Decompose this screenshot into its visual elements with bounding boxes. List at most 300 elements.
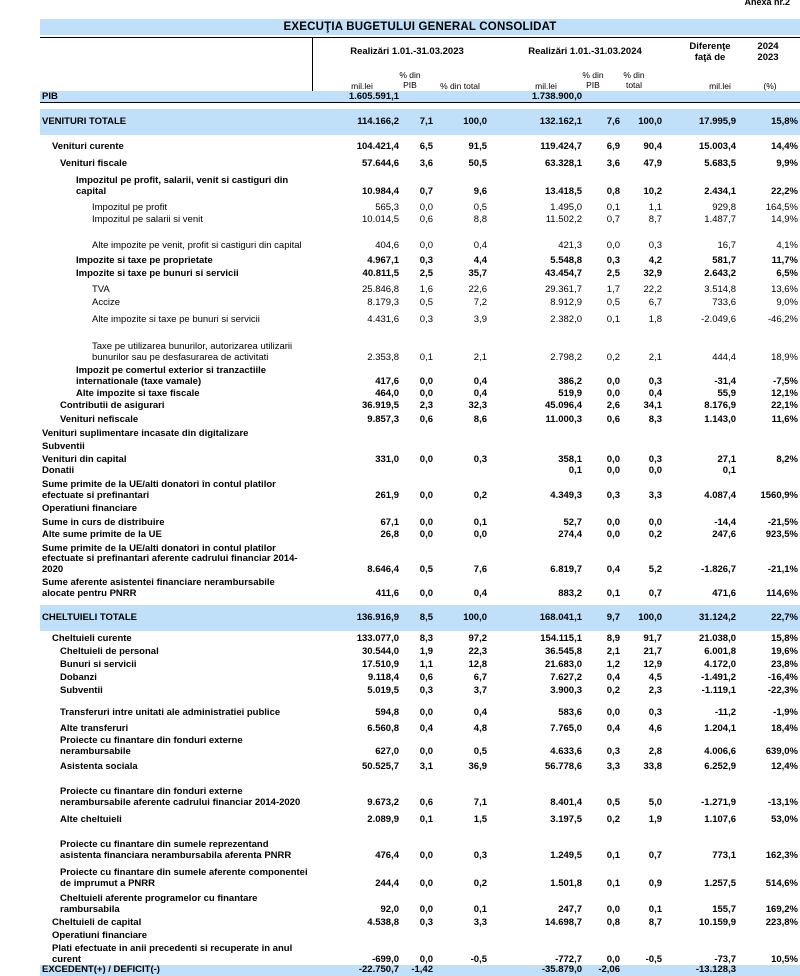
cell-pct-pib-2024 <box>584 91 622 103</box>
sub-mil-2023: mil.lei <box>351 81 373 91</box>
cell-ratio: -13,1% <box>767 796 798 808</box>
cell-pct-pib-2023: 0,0 <box>419 375 433 387</box>
row-label: Cheltuieli de capital <box>52 916 142 928</box>
cell-pct-total-2023: 0,4 <box>473 387 487 399</box>
table-row <box>40 91 800 103</box>
cell-val-2024: 168.041,1 <box>489 605 584 631</box>
cell-val-2023: 25.846,8 <box>362 283 399 295</box>
cell-pct-total-2023: 12,8 <box>468 658 487 670</box>
cell-pct-pib-2023: 3,6 <box>419 157 433 169</box>
cell-ratio: -46,2% <box>767 313 798 325</box>
cell-pct-pib-2023: 0,0 <box>419 239 433 251</box>
cell-val-2024: 154.115,1 <box>540 632 582 644</box>
cell-diff: 5.683,5 <box>704 157 736 169</box>
cell-val-2023: 4.431,6 <box>367 313 399 325</box>
row-label: Plati efectuate in anii precedenti si recuperate in anul curent <box>52 943 293 965</box>
cell-diff: 15.003,4 <box>699 140 736 152</box>
cell-val-2023: 9.118,4 <box>367 671 399 683</box>
row-label: Cheltuieli curente <box>52 632 132 644</box>
cell-diff: 0,1 <box>722 464 736 476</box>
cell-diff: -1.826,7 <box>701 563 736 575</box>
cell-pct-pib-2024: 0,0 <box>606 387 620 399</box>
cell-diff: 1.487,7 <box>704 213 736 225</box>
table-row <box>40 399 800 411</box>
cell-val-2023: 476,4 <box>375 849 399 861</box>
cell-val-2024: 519,9 <box>558 387 582 399</box>
cell-pct-pib-2023: 1,6 <box>419 283 433 295</box>
cell-val-2023: 133.077,0 <box>356 632 399 644</box>
cell-ratio <box>738 439 800 452</box>
cell-pct-total-2023 <box>435 965 489 976</box>
cell-ratio: 8,2% <box>776 453 798 465</box>
row-label: Taxe pe utilizarea bunurilor, autorizarea utilizarii bunurilor sau pe desfasurarea de activitati <box>92 341 293 363</box>
cell-pct-total-2023: 0,4 <box>473 375 487 387</box>
cell-diff <box>664 425 738 439</box>
cell-diff: -13.128,3 <box>664 965 738 976</box>
cell-val-2023: 67,1 <box>380 516 399 528</box>
cell-val-2023: 17.510,9 <box>362 658 399 670</box>
cell-val-2024: 7.765,0 <box>550 722 582 734</box>
cell-pct-total-2024: 0,3 <box>648 453 662 465</box>
cell-pct-pib-2023 <box>401 425 435 439</box>
table-row <box>40 251 800 266</box>
cell-pct-total-2023: 97,2 <box>468 632 487 644</box>
cell-pct-pib-2024: 0,6 <box>606 413 620 425</box>
cell-pct-pib-2024: 0,0 <box>606 464 620 476</box>
cell-pct-pib-2023: 8,5 <box>401 605 435 631</box>
cell-diff: 21.038,0 <box>699 632 736 644</box>
cell-pct-total-2024 <box>622 965 664 976</box>
cell-pct-total-2024: 0,7 <box>648 587 662 599</box>
cell-val-2024: 43.454,7 <box>545 267 582 279</box>
cell-pct-pib-2023: 0,0 <box>419 453 433 465</box>
cell-pct-pib-2024: 0,5 <box>606 296 620 308</box>
table-row <box>40 411 800 425</box>
cell-val-2023: 331,0 <box>375 453 399 465</box>
cell-pct-pib-2024: 1,2 <box>606 658 620 670</box>
table-row <box>40 861 800 889</box>
row-label: PIB <box>40 91 312 103</box>
cell-pct-pib-2023: 0,0 <box>419 903 433 915</box>
cell-pct-pib-2024: 6,9 <box>606 140 620 152</box>
cell-diff <box>664 91 738 103</box>
cell-val-2024: 132.162,1 <box>489 109 584 135</box>
cell-pct-pib-2023: 1,9 <box>419 645 433 657</box>
cell-pct-pib-2024: 0,4 <box>606 671 620 683</box>
cell-pct-total-2023: 32,3 <box>468 399 487 411</box>
cell-val-2024: 14.698,7 <box>545 916 582 928</box>
cell-pct-total-2023: 3,3 <box>473 916 487 928</box>
cell-val-2023: 8.646,4 <box>367 563 399 575</box>
table-row <box>40 670 800 683</box>
cell-val-2023: 92,0 <box>380 903 399 915</box>
cell-val-2024: 1.501,8 <box>550 877 582 889</box>
row-label: Transferuri intre unitati ale administratiei publice <box>60 706 281 718</box>
cell-pct-pib-2023: 0,3 <box>419 916 433 928</box>
cell-pct-pib-2024 <box>584 501 622 514</box>
header-ratio-line2: 2023 <box>757 52 779 63</box>
header-period-2024: Realizări 1.01.-31.03.2024 <box>528 46 642 57</box>
cell-ratio: 11,6% <box>771 413 798 425</box>
cell-val-2023: 40.811,5 <box>362 267 399 279</box>
header-diff-line2: faţă de <box>694 52 726 63</box>
table-row <box>40 308 800 325</box>
table-row <box>40 387 800 399</box>
cell-val-2023 <box>312 439 401 452</box>
cell-pct-total-2024: 1,1 <box>648 201 662 213</box>
cell-pct-pib-2023: 0,3 <box>419 684 433 696</box>
cell-val-2024: 4.349,3 <box>550 489 582 501</box>
cell-val-2023: 2.089,9 <box>367 813 399 825</box>
cell-pct-total-2024 <box>622 439 664 452</box>
table-row <box>40 363 800 387</box>
row-label: CHELTUIELI TOTALE <box>40 605 312 631</box>
cell-pct-pib-2023 <box>401 91 435 103</box>
cell-val-2023: 30.544,0 <box>362 645 399 657</box>
cell-val-2023: 594,8 <box>375 706 399 718</box>
table-row <box>40 325 800 363</box>
cell-pct-pib-2024: 2,1 <box>606 645 620 657</box>
cell-pct-total-2024: 10,2 <box>643 185 662 197</box>
cell-pct-total-2024: 47,9 <box>643 157 662 169</box>
cell-pct-total-2024 <box>622 928 664 941</box>
cell-pct-total-2024: 32,9 <box>643 267 662 279</box>
cell-pct-pib-2024: 0,8 <box>606 185 620 197</box>
cell-diff: -2.049,6 <box>701 313 736 325</box>
cell-pct-pib-2024: 0,0 <box>606 903 620 915</box>
cell-pct-pib-2023: 0,0 <box>419 587 433 599</box>
cell-pct-pib-2023: 0,3 <box>419 313 433 325</box>
cell-val-2023: 114.166,2 <box>312 109 401 135</box>
cell-pct-total-2023: 0,1 <box>473 903 487 915</box>
cell-val-2023: 6.560,8 <box>367 722 399 734</box>
cell-val-2023: 404,6 <box>375 239 399 251</box>
header-ratio <box>740 41 796 63</box>
cell-pct-total-2024: 2,8 <box>648 745 662 757</box>
sub-pct-total-2024-line2: total <box>625 80 643 90</box>
cell-val-2023: 9.857,3 <box>367 413 399 425</box>
cell-pct-total-2024: 0,3 <box>648 239 662 251</box>
table-row <box>40 928 800 941</box>
cell-val-2024: -772,7 <box>555 953 582 965</box>
cell-diff: 2.434,1 <box>704 185 736 197</box>
cell-val-2024: 583,6 <box>558 706 582 718</box>
cell-pct-pib-2023: 2,5 <box>419 267 433 279</box>
cell-val-2023: 10.014,5 <box>362 213 399 225</box>
cell-diff: 6.001,8 <box>704 645 736 657</box>
cell-pct-total-2024: 8,7 <box>648 213 662 225</box>
cell-pct-pib-2024: 0,2 <box>606 684 620 696</box>
cell-diff: 471,6 <box>712 587 736 599</box>
cell-pct-pib-2023 <box>401 465 435 476</box>
cell-diff: 773,1 <box>712 849 736 861</box>
row-label: Sume primite de la UE/alti donatori în contul platilor efectuate si prefinantari <box>42 479 276 501</box>
table-row <box>40 295 800 308</box>
cell-pct-total-2024: 100,0 <box>622 109 664 135</box>
cell-pct-pib-2023: 1,1 <box>419 658 433 670</box>
cell-val-2023: 1.605.591,1 <box>312 91 401 103</box>
cell-ratio: 1560,9% <box>760 489 798 501</box>
row-label: Asistenta sociala <box>60 760 138 772</box>
row-label: Operatiuni financiare <box>42 502 138 514</box>
cell-ratio <box>738 501 800 514</box>
row-label: Venituri curente <box>52 140 124 152</box>
cell-diff: 733,6 <box>712 296 736 308</box>
page-title: EXECUŢIA BUGETULUI GENERAL CONSOLIDAT <box>40 19 800 35</box>
table-row <box>40 808 800 825</box>
cell-pct-total-2024: 34,1 <box>643 399 662 411</box>
cell-pct-total-2024: -0,5 <box>645 953 662 965</box>
annex-label: Anexa nr.2 <box>744 0 790 7</box>
cell-val-2023 <box>312 425 401 439</box>
sub-pct-total-2024-line1: % din <box>623 70 645 80</box>
row-label: Venituri din capital <box>42 453 127 465</box>
cell-ratio: 23,8% <box>771 658 798 670</box>
cell-ratio: 11,7% <box>771 254 798 266</box>
cell-val-2024: 11.502,2 <box>545 213 582 225</box>
cell-pct-pib-2024: 0,3 <box>606 489 620 501</box>
cell-val-2024: 52,7 <box>563 516 582 528</box>
cell-pct-pib-2024: 0,5 <box>606 796 620 808</box>
sub-pct-pib-2023-line2: PIB <box>403 80 417 90</box>
cell-ratio: 22,2% <box>771 185 798 197</box>
cell-pct-total-2024: 5,2 <box>648 563 662 575</box>
cell-pct-total-2024 <box>622 91 664 103</box>
cell-pct-pib-2023 <box>401 928 435 941</box>
cell-pct-pib-2024: -2,06 <box>584 965 622 976</box>
cell-pct-pib-2023: 0,6 <box>419 413 433 425</box>
cell-ratio: 514,6% <box>765 877 798 889</box>
table-row <box>40 631 800 644</box>
table-row <box>40 213 800 225</box>
cell-val-2023: 50.525,7 <box>362 760 399 772</box>
cell-diff: 4.087,4 <box>704 489 736 501</box>
row-label: Subventii <box>42 440 85 452</box>
cell-diff: 3.514,8 <box>704 283 736 295</box>
cell-pct-total-2024: 4,5 <box>648 671 662 683</box>
cell-pct-pib-2024: 0,1 <box>606 587 620 599</box>
cell-ratio: 19,6% <box>771 645 798 657</box>
cell-pct-pib-2023: 0,3 <box>419 254 433 266</box>
cell-val-2024: 8.912,9 <box>550 296 582 308</box>
table-row <box>40 605 800 631</box>
row-label: EXCEDENT(+) / DEFICIT(-) <box>40 965 312 976</box>
cell-pct-total-2024: 0,7 <box>648 849 662 861</box>
sub-pct-pib-2023 <box>390 70 430 90</box>
cell-diff: 155,7 <box>712 903 736 915</box>
cell-val-2024: 3.197,5 <box>550 813 582 825</box>
cell-pct-total-2023: 22,6 <box>468 283 487 295</box>
cell-pct-pib-2024: 0,0 <box>606 706 620 718</box>
cell-val-2024: 247,7 <box>558 903 582 915</box>
cell-pct-pib-2023: 0,1 <box>419 351 433 363</box>
cell-val-2024: 386,2 <box>558 375 582 387</box>
cell-val-2023: 9.673,2 <box>367 796 399 808</box>
cell-pct-pib-2024: 8,9 <box>606 632 620 644</box>
cell-ratio: 15,8% <box>738 109 800 135</box>
cell-pct-total-2023: 7,2 <box>473 296 487 308</box>
cell-val-2024: 2.382,0 <box>550 313 582 325</box>
table-row <box>40 225 800 251</box>
cell-pct-total-2023: 4,8 <box>473 722 487 734</box>
cell-diff: -31,4 <box>714 375 736 387</box>
table-row <box>40 109 800 135</box>
cell-pct-total-2023: 0,4 <box>473 706 487 718</box>
cell-pct-total-2024: 21,7 <box>643 645 662 657</box>
cell-pct-total-2023 <box>435 465 489 476</box>
cell-ratio: 13,6% <box>771 283 798 295</box>
cell-val-2023: 5.019,5 <box>367 684 399 696</box>
cell-ratio <box>738 465 800 476</box>
cell-pct-total-2024: 6,7 <box>648 296 662 308</box>
cell-val-2024 <box>489 439 584 452</box>
cell-val-2024 <box>489 928 584 941</box>
table-row <box>40 514 800 528</box>
cell-pct-pib-2023: 0,0 <box>419 953 433 965</box>
cell-ratio: -21,5% <box>767 516 798 528</box>
cell-ratio: 6,5% <box>776 267 798 279</box>
cell-ratio: 923,5% <box>765 528 798 540</box>
cell-pct-pib-2023 <box>401 439 435 452</box>
table-row <box>40 452 800 465</box>
cell-pct-pib-2024: 0,0 <box>606 953 620 965</box>
cell-pct-total-2024: 5,0 <box>648 796 662 808</box>
cell-pct-pib-2024: 0,4 <box>606 722 620 734</box>
cell-diff: 581,7 <box>712 254 736 266</box>
cell-pct-pib-2024: 0,0 <box>606 453 620 465</box>
cell-val-2023: 136.916,9 <box>312 605 401 631</box>
table-row <box>40 941 800 965</box>
row-label: Impozite si taxe pe bunuri si servicii <box>76 267 239 279</box>
cell-pct-total-2023: 0,5 <box>473 201 487 213</box>
cell-pct-pib-2024: 0,1 <box>606 877 620 889</box>
table-row <box>40 757 800 772</box>
cell-pct-total-2023 <box>435 91 489 103</box>
row-label: Operatiuni financiare <box>52 929 148 941</box>
cell-pct-pib-2023: 0,0 <box>419 489 433 501</box>
sub-pct-ratio: (%) <box>763 81 777 91</box>
cell-ratio: -16,4% <box>767 671 798 683</box>
cell-diff: 929,8 <box>712 201 736 213</box>
cell-pct-pib-2023: 0,1 <box>419 813 433 825</box>
row-label: Impozite si taxe pe proprietate <box>76 254 213 266</box>
cell-pct-pib-2024: 0,8 <box>606 916 620 928</box>
cell-pct-total-2024: 0,9 <box>648 877 662 889</box>
cell-val-2023: 36.919,5 <box>362 399 399 411</box>
cell-pct-pib-2024: 2,6 <box>606 399 620 411</box>
row-label: Bunuri si servicii <box>60 658 137 670</box>
cell-ratio: 18,4% <box>771 722 798 734</box>
cell-pct-total-2024: 0,0 <box>648 464 662 476</box>
cell-val-2024: 2.798,2 <box>550 351 582 363</box>
cell-pct-total-2023: 0,3 <box>473 849 487 861</box>
cell-pct-pib-2023: 0,0 <box>419 201 433 213</box>
cell-pct-pib-2024: 0,3 <box>606 254 620 266</box>
cell-ratio: 169,2% <box>765 903 798 915</box>
cell-pct-pib-2023: 7,1 <box>401 109 435 135</box>
sub-pct-total-2024 <box>614 70 654 90</box>
cell-diff <box>664 501 738 514</box>
cell-pct-pib-2023: 0,6 <box>419 213 433 225</box>
cell-pct-pib-2024 <box>584 439 622 452</box>
cell-diff <box>664 928 738 941</box>
cell-ratio: 12,4% <box>771 760 798 772</box>
cell-diff: 1.107,6 <box>704 813 736 825</box>
cell-pct-total-2023 <box>435 425 489 439</box>
cell-ratio: 22,1% <box>771 399 798 411</box>
table-row <box>40 425 800 439</box>
cell-val-2024: 358,1 <box>558 453 582 465</box>
cell-pct-total-2023: 0,0 <box>473 528 487 540</box>
cell-val-2023: 10.984,4 <box>362 185 399 197</box>
row-label: Accize <box>92 296 120 308</box>
cell-diff: 4.006,6 <box>704 745 736 757</box>
cell-diff: 247,6 <box>712 528 736 540</box>
cell-pct-total-2024: 1,9 <box>648 813 662 825</box>
cell-pct-pib-2023: 0,6 <box>419 671 433 683</box>
cell-pct-total-2024: 100,0 <box>622 605 664 631</box>
cell-val-2024 <box>489 425 584 439</box>
table-row <box>40 152 800 169</box>
cell-pct-total-2024: 4,6 <box>648 722 662 734</box>
row-label: Proiecte cu finantare din fonduri externe nerambursabile <box>60 735 243 757</box>
cell-pct-total-2023: 1,5 <box>473 813 487 825</box>
cell-pct-total-2024: 2,1 <box>648 351 662 363</box>
table-row <box>40 696 800 718</box>
table-row <box>40 718 800 734</box>
row-label: TVA <box>92 283 110 295</box>
cell-pct-total-2024: 0,3 <box>648 706 662 718</box>
cell-pct-total-2024 <box>622 501 664 514</box>
cell-ratio: 4,1% <box>776 239 798 251</box>
row-label: Alte sume primite de la UE <box>42 528 162 540</box>
cell-pct-total-2024 <box>622 425 664 439</box>
cell-val-2024: 421,3 <box>558 239 582 251</box>
cell-val-2023: 4.967,1 <box>367 254 399 266</box>
cell-val-2024: 4.633,6 <box>550 745 582 757</box>
table-row <box>40 772 800 808</box>
row-label: Venituri suplimentare incasate din digitalizare <box>42 427 249 439</box>
header-ratio-line1: 2024 <box>757 41 779 52</box>
cell-diff: 31.124,2 <box>664 605 738 631</box>
cell-val-2024: 3.900,3 <box>550 684 582 696</box>
cell-diff <box>664 439 738 452</box>
row-label: VENITURI TOTALE <box>40 109 312 135</box>
cell-pct-pib-2024: 0,0 <box>606 516 620 528</box>
cell-ratio: 10,5% <box>771 953 798 965</box>
cell-ratio <box>738 425 800 439</box>
row-label: Venituri nefiscale <box>60 413 139 425</box>
cell-pct-pib-2024: 7,6 <box>584 109 622 135</box>
cell-pct-total-2023: 100,0 <box>435 109 489 135</box>
table-row <box>40 476 800 501</box>
cell-val-2023 <box>312 501 401 514</box>
row-label: Contributii de asigurari <box>60 399 165 411</box>
cell-ratio: -1,9% <box>773 706 798 718</box>
sub-pct-total-2023: % din total <box>440 81 480 91</box>
cell-val-2023: 417,6 <box>375 375 399 387</box>
cell-pct-total-2023: 0,2 <box>473 877 487 889</box>
cell-pct-pib-2024: 2,5 <box>606 267 620 279</box>
cell-pct-total-2023: 35,7 <box>468 267 487 279</box>
cell-pct-pib-2023: 0,0 <box>419 849 433 861</box>
cell-pct-pib-2024: 0,0 <box>606 239 620 251</box>
cell-val-2024: 0,1 <box>568 464 582 476</box>
cell-pct-pib-2024: 0,4 <box>606 563 620 575</box>
table-row <box>40 169 800 197</box>
cell-pct-pib-2023: 0,0 <box>419 745 433 757</box>
sub-pct-pib-2024 <box>573 70 613 90</box>
